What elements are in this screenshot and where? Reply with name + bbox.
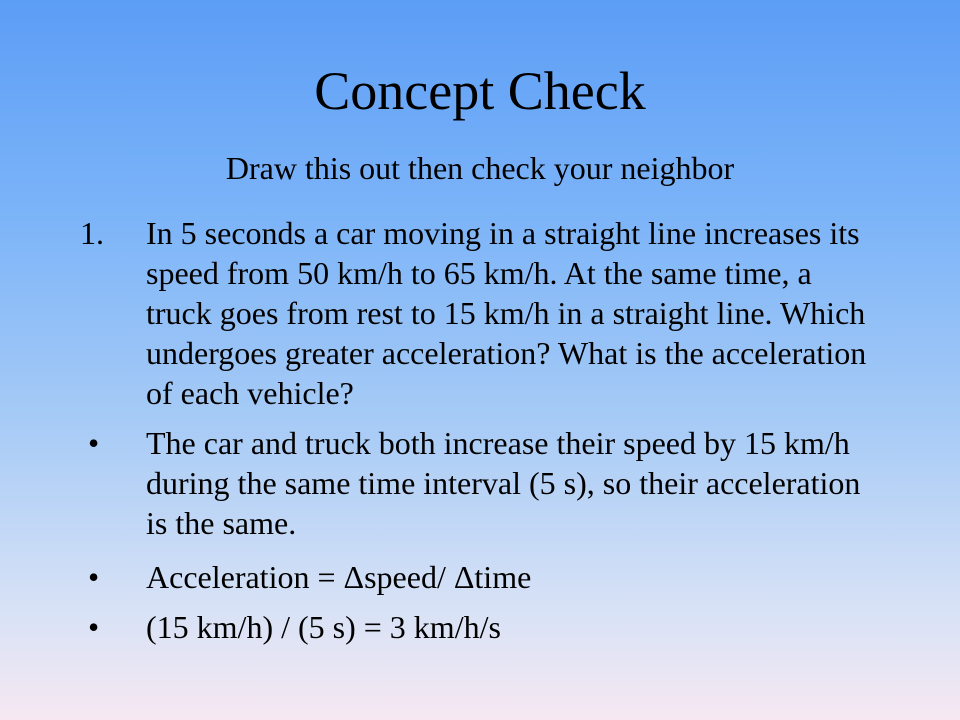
question-text: In 5 seconds a car moving in a straight line increases its speed from 50 km/h to 65 km/h. At the same time, a truck goes from rest to 15 km/h in a straight line. Which undergoes greater acceleration? What is the acceleration of each vehicle?: [146, 215, 867, 411]
formula-text: Acceleration = Δspeed/ Δtime: [146, 559, 532, 595]
bullet-marker: •: [88, 425, 100, 461]
list-number: 1.: [80, 215, 104, 251]
slide-content: [80, 213, 880, 647]
slide-subtitle: Draw this out then check your neighbor: [225, 150, 735, 186]
bullet-marker: •: [88, 609, 100, 645]
slide-title: Concept Check: [314, 61, 646, 121]
answer-text: The car and truck both increase their speed by 15 km/h during the same time interval (5 s), so their acceleration is the same.: [146, 425, 861, 541]
bullet-marker: •: [88, 559, 100, 595]
calculation-text: (15 km/h) / (5 s) = 3 km/h/s: [146, 609, 501, 645]
formula-bullet-item: [80, 557, 880, 597]
answer-bullet-item: [80, 423, 880, 543]
calculation-bullet-item: [80, 607, 880, 647]
question-item: [80, 213, 880, 413]
